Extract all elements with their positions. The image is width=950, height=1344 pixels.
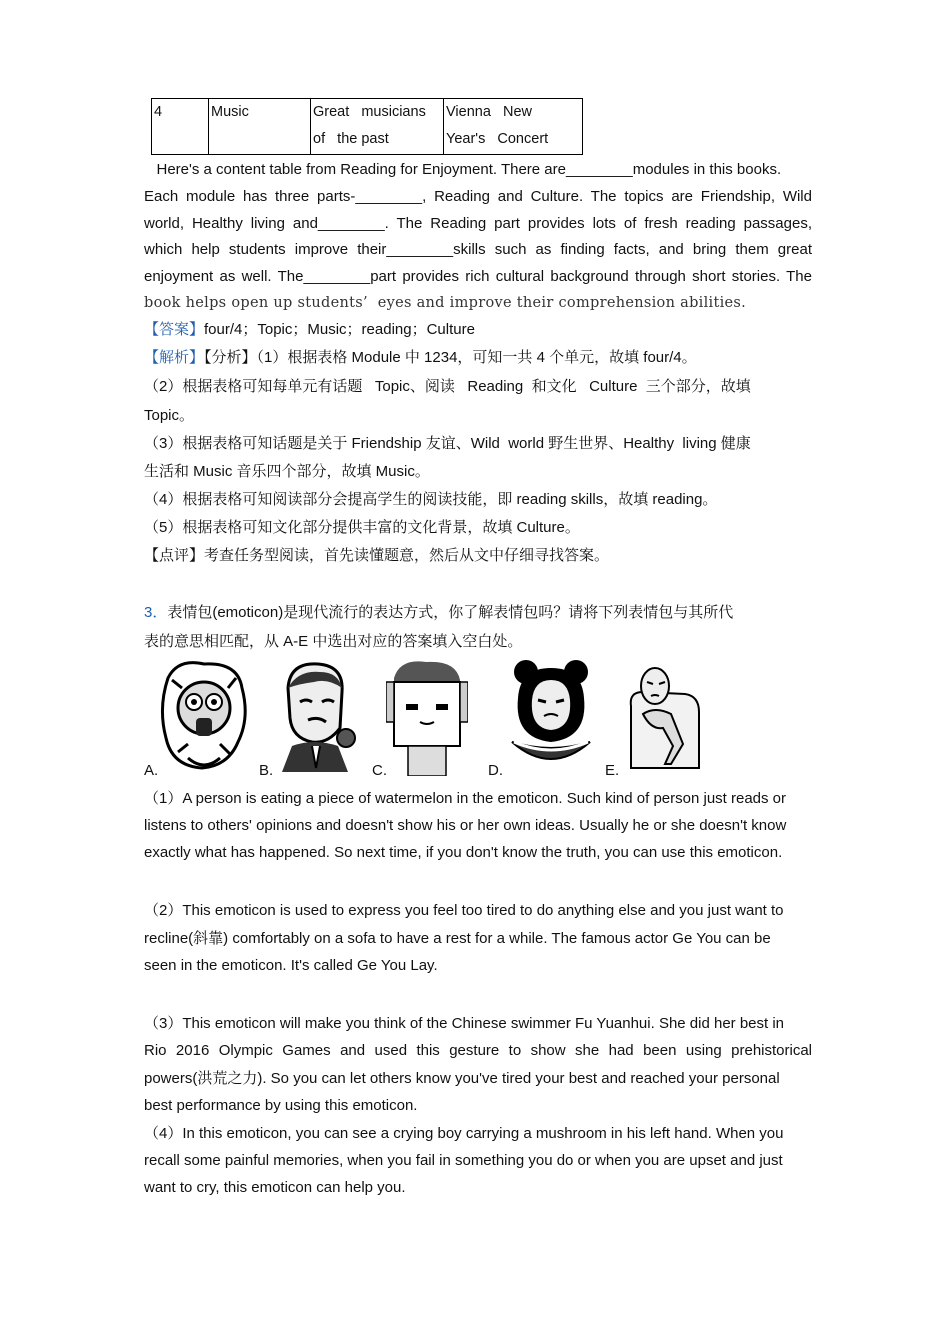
option-label-d: D.	[488, 762, 503, 779]
item-2-line: （2）This emoticon is used to express you feel too tired to do anything else and you just want to	[144, 902, 784, 919]
passage-line: Each module has three parts-________, Reading and Culture. The topics are Friendship, Wild	[144, 188, 812, 205]
cell-culture-line1: Vienna New	[446, 104, 532, 120]
cell-reading-line1: Great musicians	[313, 104, 426, 120]
passage-line: Here's a content table from Reading for Enjoyment. There are________modules in this books.	[144, 161, 782, 178]
analysis-line: 生活和 Music 音乐四个部分，故填 Music。	[144, 463, 430, 480]
option-label-c: C.	[372, 762, 387, 779]
analysis-text: 【分析】（1）根据表格 Module 中 1234，可知一共 4 个单元，故填 four/4。	[204, 349, 697, 366]
analysis-line: （2）根据表格可知每单元有话题 Topic、阅读 Reading 和文化 Culture 三个部分，故填	[144, 378, 751, 395]
table-row	[152, 99, 583, 155]
item-3-line: （3）This emoticon will make you think of the Chinese swimmer Fu Yuanhui. She did her best in	[144, 1015, 785, 1032]
analysis-line	[144, 348, 812, 368]
item-4-line: want to cry, this emoticon can help you.	[144, 1179, 406, 1196]
item-3-line: best performance by using this emoticon.	[144, 1097, 418, 1114]
review-line: 【点评】考查任务型阅读，首先读懂题意，然后从文中仔细寻找答案。	[144, 547, 610, 564]
analysis-line: （5）根据表格可知文化部分提供丰富的文化背景，故填 Culture。	[144, 519, 580, 536]
emoticon-b-image	[268, 658, 360, 776]
emoticon-a-image	[158, 658, 250, 776]
analysis-line: （3）根据表格可知话题是关于 Friendship 友谊、Wild world 野生世界、Healthy living 健康	[144, 435, 751, 452]
passage-line: enjoyment as well. The________part provides rich cultural background through short stories. The	[144, 268, 812, 285]
item-3-line: Rio 2016 Olympic Games and used this gesture to show she had been using prehistorical	[144, 1042, 812, 1059]
passage-line: which help students improve their________skills such as finding facts, and bring them great	[144, 241, 812, 258]
analysis-line: （4）根据表格可知阅读部分会提高学生的阅读技能，即 reading skills，故填 reading。	[144, 491, 718, 508]
cell-reading-line2: of the past	[313, 131, 389, 147]
option-label-a: A.	[144, 762, 159, 779]
passage-line: world, Healthy living and________. The Reading part provides lots of fresh reading passages,	[144, 215, 812, 232]
question-3-line	[144, 603, 812, 623]
item-4-line: （4）In this emoticon, you can see a crying boy carrying a mushroom in his left hand. When you	[144, 1125, 784, 1142]
answer-line	[144, 320, 812, 340]
item-1-line: listens to others' opinions and doesn't show his or her own ideas. Usually he or she doesn't know	[144, 817, 787, 834]
emoticon-d-image	[510, 658, 592, 776]
passage-line: book helps open up students’ eyes and improve their comprehension abilities.	[144, 295, 747, 311]
item-1-line: exactly what has happened. So next time, if you don't know the truth, you can use this emoticon.	[144, 844, 783, 861]
question-3-line: 表的意思相匹配，从 A-E 中选出对应的答案填入空白处。	[144, 633, 523, 650]
answer-text: four/4；Topic；Music；reading；Culture	[204, 321, 475, 338]
item-4-line: recall some painful memories, when you fail in something you do or when you are upset and just	[144, 1152, 783, 1169]
option-label-b: B.	[259, 762, 274, 779]
question-3-text: 表情包(emoticon)是现代流行的表达方式，你了解表情包吗？请将下列表情包与其所代	[167, 604, 734, 621]
item-2-line: recline(斜靠) comfortably on a sofa to have a rest for a while. The famous actor Ge You can be	[144, 930, 771, 947]
cell-reading	[311, 99, 444, 155]
item-3-line: powers(洪荒之力). So you can let others know you've tired your best and reached your personal	[144, 1070, 780, 1087]
cell-culture-line2: Year's Concert	[446, 131, 549, 147]
item-1-line: （1）A person is eating a piece of watermelon in the emoticon. Such kind of person just reads or	[144, 790, 787, 807]
cell-module-number: 4	[152, 99, 209, 155]
answer-tag: 【答案】	[144, 321, 205, 338]
analysis-line: Topic。	[144, 407, 195, 424]
cell-culture	[444, 99, 583, 155]
analysis-tag: 【解析】	[144, 349, 205, 366]
option-label-e: E.	[605, 762, 620, 779]
cell-topic: Music	[209, 99, 311, 155]
emoticon-e-image	[625, 658, 705, 776]
item-2-line: seen in the emoticon. It's called Ge You Lay.	[144, 957, 438, 974]
emoticon-c-image	[386, 658, 468, 776]
question-number: 3．	[144, 604, 168, 621]
module-table	[151, 98, 583, 155]
